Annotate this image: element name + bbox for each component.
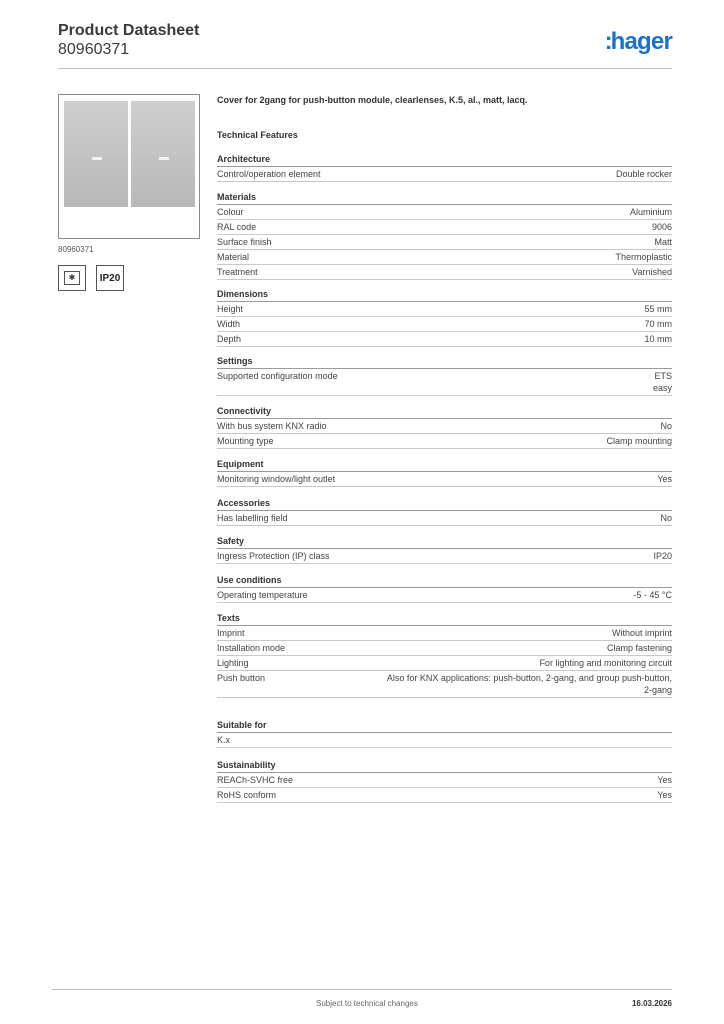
spec-label: Material <box>217 252 250 262</box>
spec-value <box>644 333 672 345</box>
spec-value-line: ETS <box>654 371 672 381</box>
spec-row <box>217 434 672 449</box>
spec-section <box>217 719 672 748</box>
spec-value <box>612 627 672 639</box>
spec-column <box>217 94 672 800</box>
spec-value <box>657 789 672 801</box>
section-title: Materials <box>217 191 672 205</box>
section-title: Suitable for <box>217 719 672 733</box>
spec-label: Push button <box>217 673 266 683</box>
spec-value <box>654 236 672 248</box>
spec-value-line: -5 - 45 °C <box>633 590 672 600</box>
spec-row <box>217 511 672 526</box>
document-title: Product Datasheet <box>58 22 200 39</box>
spec-value <box>630 206 672 218</box>
spec-row <box>217 549 672 564</box>
ip-badge: IP20 <box>96 265 124 291</box>
spec-value-line: Yes <box>657 775 672 785</box>
spec-label: Ingress Protection (IP) class <box>217 551 330 561</box>
footer-date: 16.03.2026 <box>631 999 672 1008</box>
spec-section <box>217 191 672 280</box>
tech-heading: Technical Features <box>217 130 298 140</box>
spec-value-line: Double rocker <box>615 169 672 179</box>
section-title: Texts <box>217 612 672 626</box>
spec-section <box>217 153 672 182</box>
spec-value <box>652 221 672 233</box>
spec-label: With bus system KNX radio <box>217 421 327 431</box>
spec-value-line: Without imprint <box>611 628 672 638</box>
section-title: Architecture <box>217 153 672 167</box>
spec-section <box>217 458 672 487</box>
spec-value <box>633 589 672 601</box>
section-title: Accessories <box>217 497 672 511</box>
spec-section <box>217 497 672 526</box>
spec-row <box>217 250 672 265</box>
spec-value-line: Yes <box>657 474 672 484</box>
spec-section <box>217 535 672 564</box>
badges <box>58 265 200 291</box>
hager-logo: :hager <box>604 28 672 55</box>
spec-section <box>217 612 672 698</box>
spec-row <box>217 472 672 487</box>
spec-section <box>217 574 672 603</box>
spec-value <box>539 657 672 669</box>
spec-label: RoHS conform <box>217 790 277 800</box>
led-lens <box>159 157 169 160</box>
product-image <box>58 94 200 239</box>
spec-row <box>217 641 672 656</box>
spec-value-line: Matt <box>654 237 672 247</box>
spec-row <box>217 220 672 235</box>
spec-value <box>660 512 672 524</box>
product-panel <box>58 94 200 291</box>
section-title: Dimensions <box>217 288 672 302</box>
spec-value-line: Aluminium <box>629 207 672 217</box>
spec-section <box>217 405 672 449</box>
section-title: Equipment <box>217 458 672 472</box>
spec-label: Operating temperature <box>217 590 308 600</box>
spec-row <box>217 302 672 317</box>
spec-value <box>606 435 672 447</box>
product-code: 80960371 <box>58 245 94 254</box>
spec-value <box>644 303 672 315</box>
spec-value <box>657 473 672 485</box>
spec-label: Treatment <box>217 267 258 277</box>
led-lens <box>92 157 102 160</box>
spec-value <box>387 672 672 696</box>
spec-label: Supported configuration mode <box>217 371 338 381</box>
document-number: 80960371 <box>58 41 130 58</box>
section-title: Connectivity <box>217 405 672 419</box>
spec-row <box>217 588 672 603</box>
logo-text: hager <box>610 28 672 55</box>
spec-value-line: No <box>660 513 672 523</box>
spec-value-line: Also for KNX applications: push-button, 2-gang, and group push-button, <box>386 673 672 683</box>
spec-row <box>217 205 672 220</box>
spec-section <box>217 288 672 347</box>
spec-label: Surface finish <box>217 237 272 247</box>
spec-value-line: For lighting and monitoring circuit <box>539 658 672 668</box>
section-title: Settings <box>217 355 672 369</box>
spec-value-line: 55 mm <box>644 304 672 314</box>
spec-label: Lighting <box>217 658 249 668</box>
spec-row <box>217 626 672 641</box>
spec-label: Colour <box>217 207 244 217</box>
page-header <box>58 21 672 69</box>
spec-value <box>615 251 672 263</box>
spec-value-line: No <box>660 421 672 431</box>
spec-row <box>217 317 672 332</box>
section-title: Sustainability <box>217 759 672 773</box>
spec-value <box>607 642 672 654</box>
spec-row <box>217 265 672 280</box>
section-title: Use conditions <box>217 574 672 588</box>
spec-value-line: 70 mm <box>644 319 672 329</box>
rocker-right <box>131 101 195 207</box>
product-description: Cover for 2gang for push-button module, clearlenses, K.5, al., matt, lacq. <box>217 95 528 105</box>
spec-value <box>644 318 672 330</box>
spec-value-line: 9006 <box>651 222 672 232</box>
spec-value-line: easy <box>652 383 672 393</box>
spec-label: Depth <box>217 334 242 344</box>
spec-label: Height <box>217 304 244 314</box>
spec-label: K.x <box>217 735 231 745</box>
spec-row <box>217 788 672 803</box>
page-footer <box>52 989 672 1013</box>
spec-label: Control/operation element <box>217 169 321 179</box>
spec-row <box>217 235 672 250</box>
spec-value-line: 10 mm <box>644 334 672 344</box>
spec-value <box>660 420 672 432</box>
spec-value-line: IP20 <box>653 551 672 561</box>
spec-label: REACh-SVHC free <box>217 775 294 785</box>
spec-value-line: Thermoplastic <box>615 252 672 262</box>
spec-label: Mounting type <box>217 436 274 446</box>
spec-label: Has labelling field <box>217 513 288 523</box>
spec-value <box>653 550 672 562</box>
spec-row <box>217 671 672 698</box>
spec-row <box>217 332 672 347</box>
spec-row <box>217 656 672 671</box>
spec-row <box>217 733 672 748</box>
spec-row <box>217 773 672 788</box>
spec-value <box>632 266 672 278</box>
spec-value <box>616 168 672 180</box>
rocker-left <box>64 101 128 207</box>
spec-label: Monitoring window/light outlet <box>217 474 336 484</box>
spec-value <box>657 774 672 786</box>
spec-row <box>217 369 672 396</box>
light-outlet-icon: ✱ <box>58 265 86 291</box>
spec-label: Installation mode <box>217 643 286 653</box>
spec-value-line: Clamp mounting <box>606 436 672 446</box>
spec-row <box>217 167 672 182</box>
spec-label: RAL code <box>217 222 257 232</box>
spec-label: Width <box>217 319 241 329</box>
spec-label: Imprint <box>217 628 245 638</box>
spec-value-line: Clamp fastening <box>606 643 672 653</box>
spec-section <box>217 355 672 396</box>
spec-value-line: 2-gang <box>643 685 672 695</box>
spec-section <box>217 759 672 803</box>
spec-row <box>217 419 672 434</box>
spec-value <box>653 370 672 394</box>
footer-note: Subject to technical changes <box>316 999 418 1008</box>
spec-value-line: Varnished <box>632 267 672 277</box>
section-title: Safety <box>217 535 672 549</box>
spec-value-line: Yes <box>657 790 672 800</box>
